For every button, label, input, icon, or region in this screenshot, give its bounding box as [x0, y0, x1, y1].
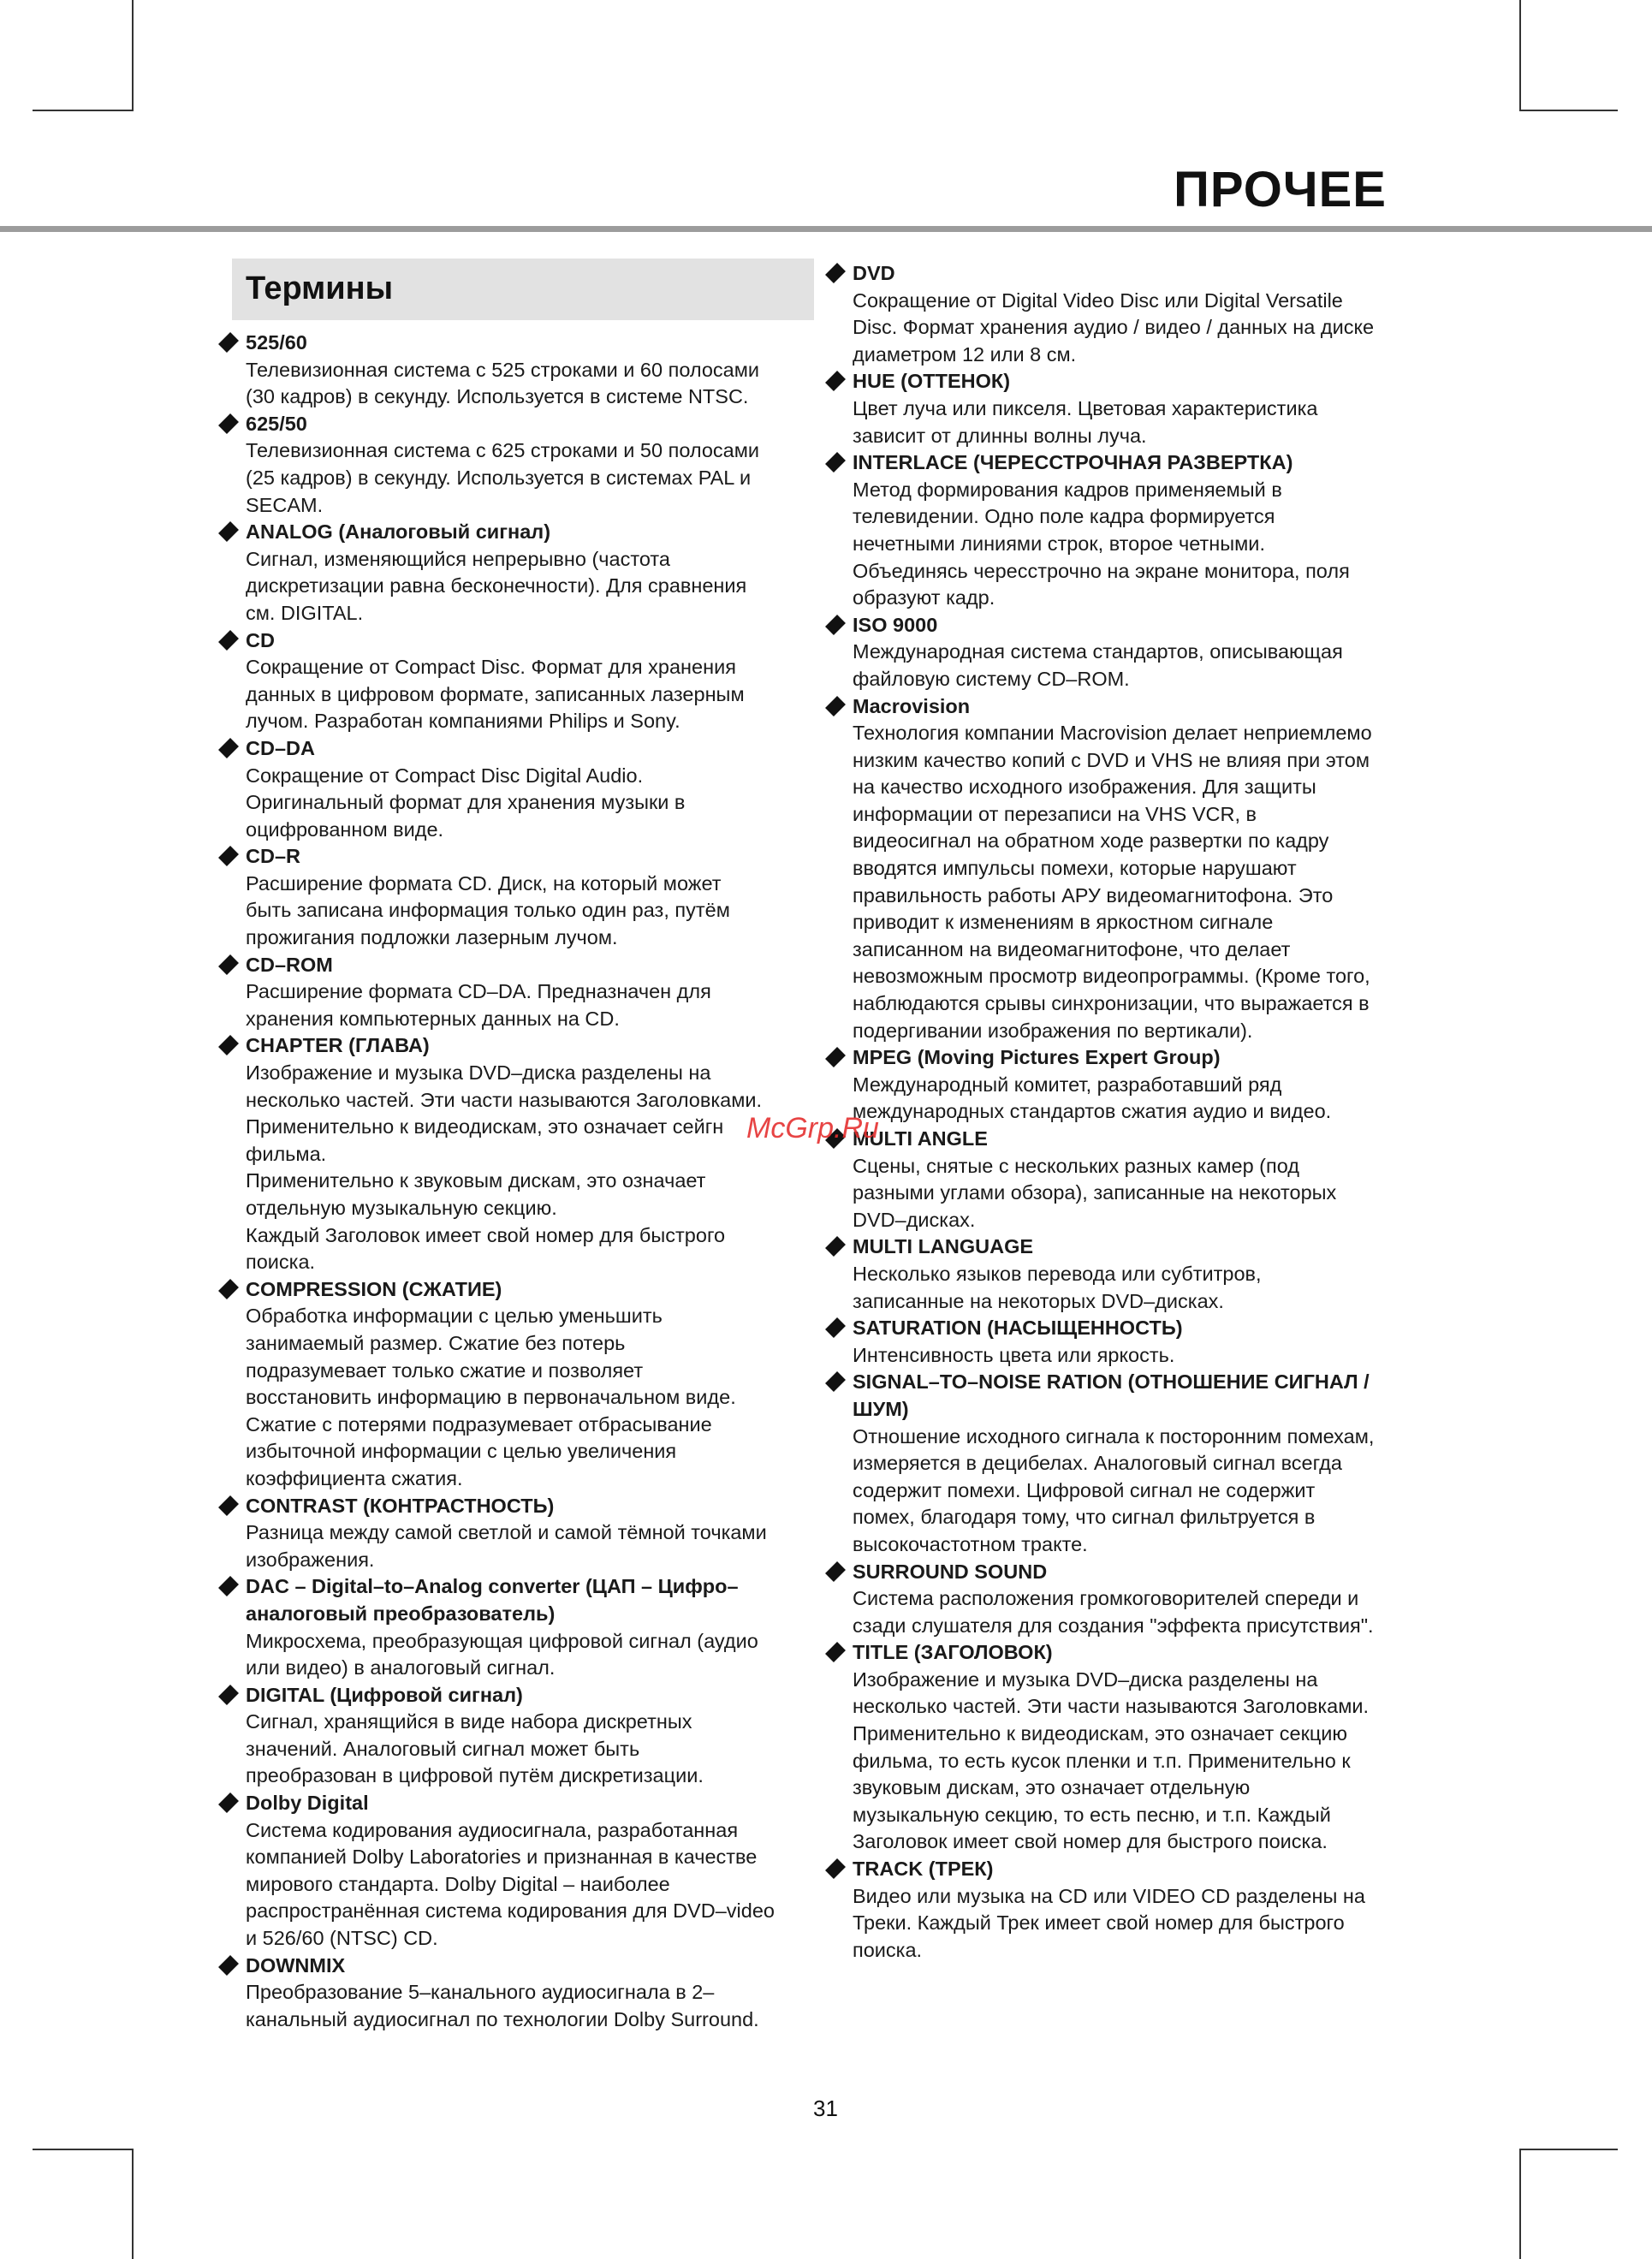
- glossary-term: TRACK (ТРЕК): [853, 1858, 994, 1881]
- diamond-bullet-icon: [218, 1685, 239, 1705]
- glossary-definition: Изображение и музыка DVD–диска разделены на несколько частей. Эти части называются Заголовками. Применительно к видеодискам, это означает сейгн фильма. Применительно к звуковым дискам, это означает отдельную музыкальную секцию. Каждый Заголовок имеет свой номер для быстрого поиска.: [246, 1061, 763, 1274]
- page-title: ПРОЧЕЕ: [1174, 162, 1387, 217]
- glossary-entry: [826, 1234, 1442, 1315]
- diamond-bullet-icon: [218, 954, 239, 975]
- glossary-term: ISO 9000: [853, 613, 938, 636]
- glossary-term: MULTI ANGLE: [853, 1127, 988, 1150]
- glossary-term: CD–ROM: [246, 953, 333, 976]
- glossary-definition: Международная система стандартов, описывающая файловую систему CD–ROM.: [853, 640, 1343, 690]
- glossary-entry: [219, 1573, 831, 1681]
- glossary-entry: [826, 449, 1442, 612]
- glossary-term: CHAPTER (ГЛАВА): [246, 1034, 430, 1057]
- glossary-term: TITLE (ЗАГОЛОВОК): [853, 1641, 1053, 1664]
- diamond-bullet-icon: [825, 1858, 846, 1879]
- glossary-entry: [219, 1790, 831, 1953]
- glossary-term: COMPRESSION (СЖАТИЕ): [246, 1277, 502, 1300]
- glossary-term: DAC – Digital–to–Analog converter (ЦАП – Цифро– аналоговый преобразователь): [246, 1575, 739, 1625]
- section-heading-box: [232, 259, 814, 320]
- glossary-entry: [219, 411, 831, 519]
- crop-mark: [1519, 0, 1521, 111]
- crop-mark: [1519, 2149, 1618, 2150]
- glossary-entry: [826, 1044, 1442, 1126]
- glossary-term: DOWNMIX: [246, 1953, 346, 1977]
- crop-mark: [1519, 2149, 1521, 2259]
- glossary-entry: [826, 260, 1442, 368]
- glossary-definition: Расширение формата CD. Диск, на который может быть записана информация только один раз, путём прожигания подложки лазерным лучом.: [246, 871, 730, 949]
- diamond-bullet-icon: [825, 696, 846, 716]
- glossary-entry: [826, 693, 1442, 1045]
- glossary-definition: Телевизионная система с 625 строками и 50 полосами (25 кадров) в секунду. Используется в системах PAL и SECAM.: [246, 439, 760, 516]
- crop-mark: [33, 2149, 134, 2150]
- glossary-entry: [219, 735, 831, 843]
- diamond-bullet-icon: [825, 1317, 846, 1338]
- glossary-entry: [219, 330, 831, 411]
- glossary-entry: [826, 612, 1442, 693]
- glossary-definition: Сигнал, хранящийся в виде набора дискретных значений. Аналоговый сигнал может быть преобразован в цифровой путём дискретизации.: [246, 1710, 704, 1787]
- diamond-bullet-icon: [218, 1792, 239, 1813]
- glossary-entry: [219, 1493, 831, 1574]
- diamond-bullet-icon: [825, 1561, 846, 1582]
- glossary-definition: Интенсивность цвета или яркость.: [853, 1343, 1175, 1366]
- diamond-bullet-icon: [218, 1576, 239, 1596]
- glossary-term: MPEG (Moving Pictures Expert Group): [853, 1046, 1221, 1069]
- glossary-entry: [826, 1315, 1442, 1369]
- glossary-definition: Сигнал, изменяющийся непрерывно (частота дискретизации равна бесконечности). Для сравнения см. DIGITAL.: [246, 547, 747, 624]
- glossary-definition: Сокращение от Compact Disc Digital Audio. Оригинальный формат для хранения музыки в оцифрованном виде.: [246, 764, 686, 841]
- glossary-definition: Разница между самой светлой и самой тёмной точками изображения.: [246, 1521, 767, 1571]
- diamond-bullet-icon: [218, 738, 239, 758]
- glossary-term: HUE (ОТТЕНОК): [853, 370, 1011, 393]
- glossary-entry: [219, 627, 831, 735]
- glossary-definition: Преобразование 5–канального аудиосигнала в 2– канальный аудиосигнал по технологии Dolby Surround.: [246, 1981, 759, 2030]
- diamond-bullet-icon: [218, 630, 239, 651]
- glossary-term: Dolby Digital: [246, 1792, 369, 1815]
- glossary-definition: Обработка информации с целью уменьшить занимаемый размер. Сжатие без потерь подразумевает только сжатие и позволяет восстановить информацию в первоначальном виде. Сжатие с потерями подразумевает отбрасывание избыточной информации с целью увеличения коэффициента сжатия.: [246, 1305, 736, 1489]
- crop-mark: [33, 110, 134, 111]
- section-title: Термины: [246, 270, 394, 306]
- glossary-definition: Микросхема, преобразующая цифровой сигнал (аудио или видео) в аналоговый сигнал.: [246, 1629, 758, 1679]
- glossary-entry: [219, 952, 831, 1033]
- diamond-bullet-icon: [218, 1279, 239, 1299]
- watermark: McGrp.Ru: [746, 1112, 879, 1144]
- glossary-entry: [219, 1953, 831, 2034]
- glossary-entry: [826, 1369, 1442, 1558]
- glossary-definition: Метод формирования кадров применяемый в телевидении. Одно поле кадра формируется нечетными линиями строк, второе четными. Объединясь чересстрочно на экране монитора, поля образуют кадр.: [853, 478, 1350, 609]
- glossary-definition: Сцены, снятые с нескольких разных камер (под разными углами обзора), записанные на некоторых DVD–дисках.: [853, 1154, 1337, 1231]
- crop-mark: [132, 2149, 134, 2259]
- glossary-entry: [219, 1276, 831, 1493]
- glossary-entry: [826, 368, 1442, 449]
- glossary-term: DIGITAL (Цифровой сигнал): [246, 1683, 523, 1706]
- glossary-entry: [219, 1682, 831, 1790]
- glossary-definition: Телевизионная система с 525 строками и 60 полосами (30 кадров) в секунду. Используется в системе NTSC.: [246, 358, 760, 408]
- glossary-term: INTERLACE (ЧЕРЕССТРОЧНАЯ РАЗВЕРТКА): [853, 451, 1293, 474]
- page-number: 31: [813, 2096, 838, 2121]
- glossary-definition: Сокращение от Digital Video Disc или Digital Versatile Disc. Формат хранения аудио / видео / данных на диске диаметром 12 или 8 см.: [853, 288, 1375, 366]
- diamond-bullet-icon: [825, 1047, 846, 1067]
- glossary-term: SURROUND SOUND: [853, 1560, 1048, 1583]
- diamond-bullet-icon: [825, 1236, 846, 1257]
- glossary-entry: [219, 1032, 831, 1275]
- glossary-entry: [826, 1559, 1442, 1640]
- diamond-bullet-icon: [825, 1371, 846, 1392]
- glossary-definition: Отношение исходного сигнала к посторонним помехам, измеряется в децибелах. Аналоговый сигнал всегда содержит помехи. Цифровой сигнал не содержит помех, благодаря тому, что сигнал фильтруется в высокочастотном тракте.: [853, 1424, 1375, 1555]
- glossary-definition: Международный комитет, разработавший ряд международных стандартов сжатия аудио и видео.: [853, 1073, 1332, 1123]
- glossary-term: DVD: [853, 262, 895, 284]
- diamond-bullet-icon: [218, 413, 239, 434]
- right-column: [826, 260, 1442, 1964]
- glossary-definition: Изображение и музыка DVD–диска разделены на несколько частей. Эти части называются Заголовками. Применительно к видеодискам, это означает секцию фильма, то есть кусок пленки и т.п. Применительно к звуковым дискам, это означает отдельную музыкальную секцию, то есть песню, и т.п. Каждый Заголовок имеет свой номер для быстрого поиска.: [853, 1667, 1370, 1853]
- crop-mark: [1519, 110, 1618, 111]
- diamond-bullet-icon: [218, 1495, 239, 1516]
- header-divider: [0, 226, 1652, 232]
- diamond-bullet-icon: [218, 332, 239, 353]
- diamond-bullet-icon: [218, 846, 239, 866]
- crop-mark: [132, 0, 134, 111]
- glossary-entry: [826, 1856, 1442, 1964]
- glossary-term: 625/50: [246, 412, 307, 435]
- glossary-definition: Расширение формата CD–DA. Предназначен для хранения компьютерных данных на CD.: [246, 980, 711, 1030]
- glossary-entry: [219, 519, 831, 627]
- diamond-bullet-icon: [825, 371, 846, 391]
- glossary-definition: Видео или музыка на CD или VIDEO CD разделены на Треки. Каждый Трек имеет свой номер для быстрого поиска.: [853, 1884, 1365, 1961]
- diamond-bullet-icon: [825, 452, 846, 473]
- glossary-term: Macrovision: [853, 694, 971, 717]
- glossary-definition: Несколько языков перевода или субтитров, записанные на некоторых DVD–дисках.: [853, 1262, 1262, 1312]
- glossary-definition: Система кодирования аудиосигнала, разработанная компанией Dolby Laboratories и признанная в качестве мирового стандарта. Dolby Digital – наиболее распространённая система кодирования для DVD–video и 526/60 (NTSC) CD.: [246, 1818, 775, 1950]
- diamond-bullet-icon: [218, 1035, 239, 1055]
- glossary-term: ANALOG (Аналоговый сигнал): [246, 520, 551, 544]
- diamond-bullet-icon: [825, 263, 846, 283]
- glossary-term: MULTI LANGUAGE: [853, 1235, 1034, 1258]
- glossary-definition: Технология компании Macrovision делает неприемлемо низким качество копий с DVD и VHS не влияя при этом на качество исходного изображения. Для защиты информации от перезаписи на VHS VCR, в видеосигнал на обратном ходе развертки по кадру вводятся импульсы помехи, которые нарушают правильность работы АРУ видеомагнитофона. Это приводит к изменениям в яркостном сигнале записанном на видеомагнитофоне, что делает невозможным просмотр видеопрограммы. (Кроме того, наблюдаются срывы синхронизации, что выражается в подергивании изображения по вертикали).: [853, 722, 1372, 1042]
- glossary-term: CD: [246, 628, 275, 651]
- diamond-bullet-icon: [825, 1642, 846, 1662]
- glossary-definition: Система расположения громкоговорителей спереди и сзади слушателя для создания "эффекта присутствия".: [853, 1587, 1374, 1637]
- glossary-entry: [219, 843, 831, 951]
- glossary-definition: Сокращение от Compact Disc. Формат для хранения данных в цифровом формате, записанных лазерным лучом. Разработан компаниями Philips и Sony.: [246, 656, 745, 733]
- glossary-term: CONTRAST (КОНТРАСТНОСТЬ): [246, 1494, 555, 1517]
- glossary-term: 525/60: [246, 331, 307, 354]
- diamond-bullet-icon: [825, 615, 846, 635]
- glossary-entry: [826, 1639, 1442, 1856]
- glossary-term: CD–R: [246, 845, 300, 868]
- glossary-definition: Цвет луча или пикселя. Цветовая характеристика зависит от длинны волны луча.: [853, 396, 1318, 447]
- left-column: [219, 330, 831, 2033]
- glossary-entry: [826, 1126, 1442, 1234]
- glossary-term: SIGNAL–TO–NOISE RATION (ОТНОШЕНИЕ СИГНАЛ / ШУМ): [853, 1370, 1370, 1420]
- diamond-bullet-icon: [218, 1955, 239, 1976]
- glossary-term: SATURATION (НАСЫЩЕННОСТЬ): [853, 1317, 1183, 1340]
- diamond-bullet-icon: [218, 521, 239, 542]
- glossary-term: CD–DA: [246, 736, 315, 759]
